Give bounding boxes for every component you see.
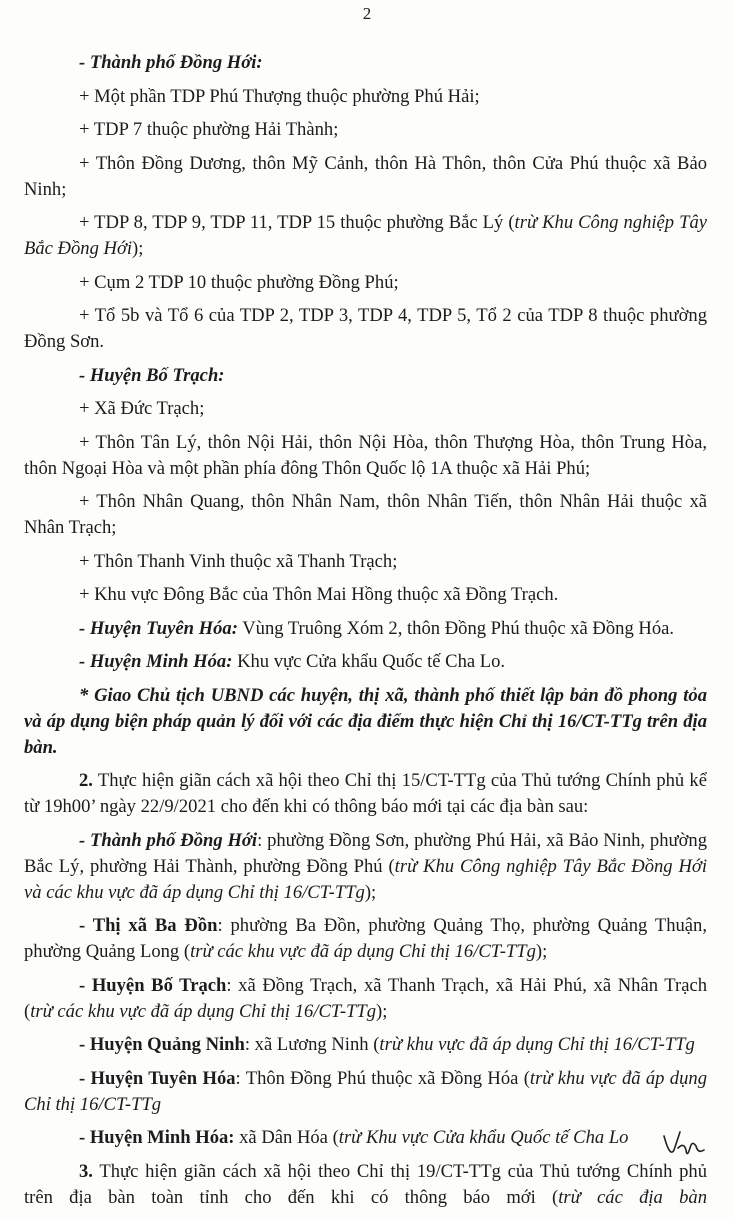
list-item: + Tổ 5b và Tổ 6 của TDP 2, TDP 3, TDP 4, TDP 5, Tổ 2 của TDP 8 thuộc phường Đồng Sơn. bbox=[24, 305, 707, 352]
paragraph-tuyen-hoa: - Huyện Tuyên Hóa: Vùng Truông Xóm 2, thôn Đồng Phú thuộc xã Đồng Hóa. bbox=[79, 617, 675, 639]
document-body bbox=[24, 50, 707, 1218]
note-paragraph: * Giao Chủ tịch UBND các huyện, thị xã, thành phố thiết lập bản đồ phong tỏa và áp dụng biện pháp quản lý đối với các địa điểm thực hiện Chỉ thị 16/CT-TTg trên địa bàn. bbox=[24, 684, 707, 758]
list-item: + Thôn Thanh Vinh thuộc xã Thanh Trạch; bbox=[79, 550, 398, 572]
section-heading-dong-hoi: - Thành phố Đồng Hới: bbox=[79, 52, 263, 73]
signature-initials bbox=[660, 1128, 710, 1162]
list-item: + Khu vực Đông Bắc của Thôn Mai Hồng thuộc xã Đồng Trạch. bbox=[79, 584, 559, 605]
paragraph-tuyen-hoa-2: - Huyện Tuyên Hóa: Thôn Đồng Phú thuộc xã Đồng Hóa (trừ khu vực đã áp dụng Chỉ thị 16/CT-TTg bbox=[24, 1067, 707, 1115]
list-item: + Thôn Đồng Dương, thôn Mỹ Cảnh, thôn Hà Thôn, thôn Cửa Phú thuộc xã Bảo Ninh; bbox=[24, 152, 707, 200]
section-heading-bo-trach: - Huyện Bố Trạch: bbox=[79, 364, 225, 386]
paragraph-minh-hoa-2: - Huyện Minh Hóa: xã Dân Hóa (trừ Khu vực Cửa khẩu Quốc tế Cha Lo bbox=[79, 1127, 629, 1148]
list-item: + Thôn Nhân Quang, thôn Nhân Nam, thôn Nhân Tiến, thôn Nhân Hải thuộc xã Nhân Trạch; bbox=[24, 491, 707, 538]
list-item: + TDP 8, TDP 9, TDP 11, TDP 15 thuộc phường Bắc Lý (trừ Khu Công nghiệp Tây Bắc Đồng Hới); bbox=[24, 212, 708, 259]
item-3-paragraph: 3. Thực hiện giãn cách xã hội theo Chỉ thị 19/CT-TTg của Thủ tướng Chính phủ trên địa bàn toàn tỉnh cho đến khi có thông báo mới (trừ các địa bàn bbox=[24, 1160, 707, 1208]
paragraph-minh-hoa: - Huyện Minh Hóa: Khu vực Cửa khẩu Quốc tế Cha Lo. bbox=[79, 651, 506, 672]
list-item: + Cụm 2 TDP 10 thuộc phường Đồng Phú; bbox=[79, 271, 399, 293]
paragraph-quang-ninh: - Huyện Quảng Ninh: xã Lương Ninh (trừ khu vực đã áp dụng Chỉ thị 16/CT-TTg bbox=[79, 1034, 695, 1055]
paragraph-ba-don: - Thị xã Ba Đồn: phường Ba Đồn, phường Quảng Thọ, phường Quảng Thuận, phường Quảng Long (trừ các khu vực đã áp dụng Chỉ thị 16/CT-TTg); bbox=[24, 915, 707, 962]
list-item: + Xã Đức Trạch; bbox=[79, 398, 205, 419]
paragraph-bo-trach-2: - Huyện Bố Trạch: xã Đồng Trạch, xã Thanh Trạch, xã Hải Phú, xã Nhân Trạch (trừ các khu vực đã áp dụng Chỉ thị 16/CT-TTg); bbox=[24, 974, 707, 1022]
list-item: + Thôn Tân Lý, thôn Nội Hải, thôn Nội Hòa, thôn Thượng Hòa, thôn Trung Hòa, thôn Ngoại Hòa và một phần phía đông Thôn Quốc lộ 1A thuộc xã Hải Phú; bbox=[24, 431, 707, 479]
paragraph-tp-dong-hoi: - Thành phố Đồng Hới: phường Đồng Sơn, phường Phú Hải, xã Bảo Ninh, phường Bắc Lý, phường Hải Thành, phường Đồng Phú (trừ Khu Công nghiệp Tây Bắc Đồng Hới và các khu vực đã áp dụng Chỉ thị 16/CT-TTg); bbox=[24, 829, 707, 903]
item-2-paragraph: 2. Thực hiện giãn cách xã hội theo Chỉ thị 15/CT-TTg của Thủ tướng Chính phủ kể từ 19h00’ ngày 22/9/2021 cho đến khi có thông báo mới tại các địa bàn sau: bbox=[24, 770, 707, 817]
list-item: + Một phần TDP Phú Thượng thuộc phường Phú Hải; bbox=[79, 85, 480, 107]
page-number: 2 bbox=[362, 4, 372, 23]
list-item: + TDP 7 thuộc phường Hải Thành; bbox=[79, 119, 339, 140]
